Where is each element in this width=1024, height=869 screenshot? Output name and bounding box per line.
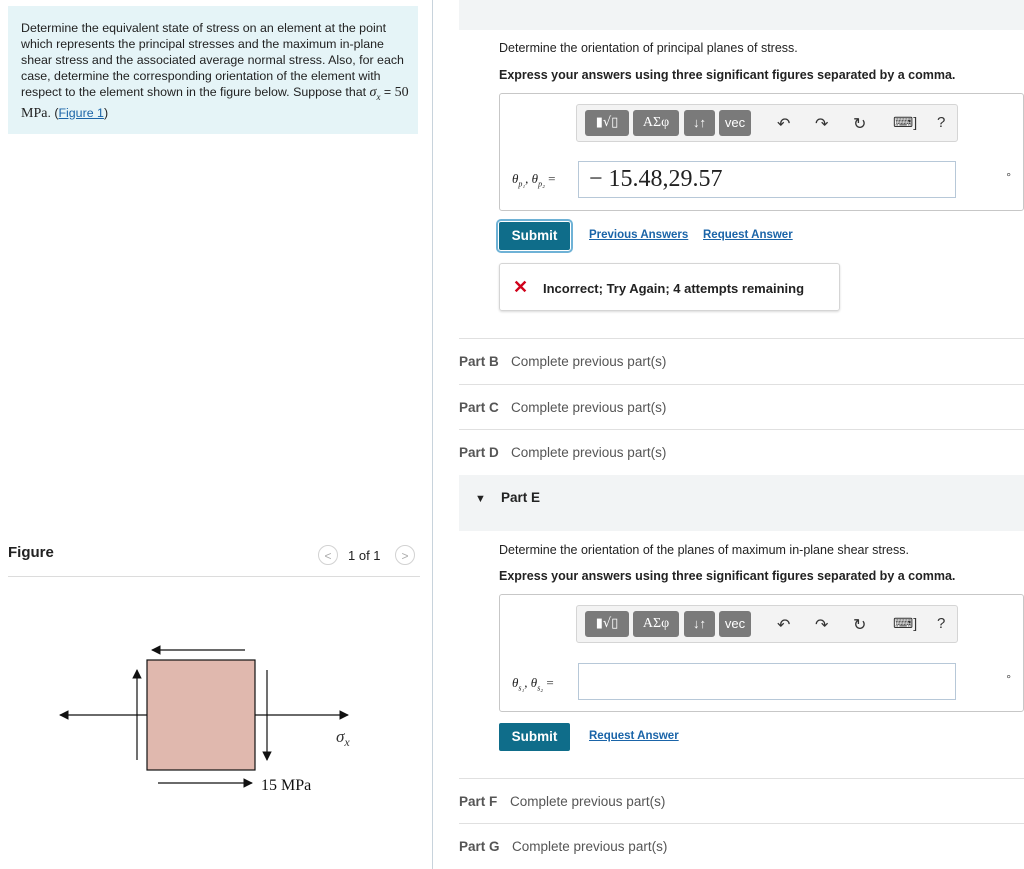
part-status: Complete previous part(s) <box>511 400 667 415</box>
arrows-button[interactable]: ↓↑ <box>684 110 715 136</box>
part-e-instruction: Express your answers using three significant figures separated by a comma. <box>499 569 956 583</box>
figure-pager: 1 of 1 <box>348 548 381 563</box>
arrows-button[interactable]: ↓↑ <box>684 611 715 637</box>
part-a-submit-button[interactable]: Submit <box>499 222 570 250</box>
redo-icon[interactable]: ↷ <box>815 617 829 634</box>
vec-button[interactable]: vec <box>719 611 751 637</box>
chevron-left-icon[interactable]: < <box>318 545 338 565</box>
help-icon[interactable]: ? <box>937 114 946 131</box>
part-label: Part C <box>459 400 499 415</box>
vec-button[interactable]: vec <box>719 110 751 136</box>
problem-sep: . ( <box>47 105 59 120</box>
part-status: Complete previous part(s) <box>511 445 667 460</box>
part-d-row[interactable] <box>459 429 1024 475</box>
part-a-header-band <box>459 0 1024 30</box>
part-e-request-answer-link[interactable]: Request Answer <box>589 730 679 742</box>
theta-symbol: θ <box>512 171 519 186</box>
x-icon: ✕ <box>513 277 529 297</box>
problem-eq: = <box>383 85 392 99</box>
redo-icon[interactable]: ↷ <box>815 116 829 133</box>
degree-unit: ° <box>1006 672 1011 686</box>
caret-down-icon: ▼ <box>475 493 486 505</box>
label-sub-2: p₂ <box>538 179 545 189</box>
greek-button[interactable]: ΑΣφ <box>633 611 679 637</box>
keyboard-icon[interactable]: ⌨] <box>893 615 918 631</box>
part-a-request-answer-link[interactable]: Request Answer <box>703 229 793 241</box>
part-e-answer-box <box>499 594 1024 712</box>
theta-symbol: θ <box>512 675 519 690</box>
part-e-answer-input[interactable] <box>578 663 956 700</box>
part-e-label: Part E <box>501 490 541 505</box>
problem-statement <box>8 6 418 134</box>
math-toolbar <box>576 104 958 142</box>
label-sub-1: p₁ <box>518 179 526 189</box>
right-pane <box>433 0 1024 869</box>
previous-answers-link[interactable]: Previous Answers <box>589 229 689 241</box>
greek-button[interactable]: ΑΣφ <box>633 110 679 136</box>
problem-value: 50 MPa <box>21 85 409 121</box>
part-label: Part F <box>459 794 498 809</box>
label-sep: , <box>524 675 531 690</box>
part-a-answer-box <box>499 93 1024 211</box>
stress-element-figure <box>0 590 432 820</box>
part-g-row[interactable] <box>459 823 1024 869</box>
figure-link[interactable]: Figure 1 <box>58 105 104 120</box>
part-label: Part G <box>459 839 500 854</box>
part-label: Part B <box>459 354 499 369</box>
part-e-prompt: Determine the orientation of the planes of maximum in-plane shear stress. <box>499 543 909 557</box>
part-status: Complete previous part(s) <box>511 354 667 369</box>
part-a-instruction: Express your answers using three significant figures separated by a comma. <box>499 68 956 82</box>
undo-icon[interactable]: ↶ <box>777 116 791 133</box>
theta-symbol-2: θ <box>530 675 538 690</box>
reset-icon[interactable]: ↻ <box>853 116 867 133</box>
chevron-right-icon[interactable]: > <box>395 545 415 565</box>
help-icon[interactable]: ? <box>937 615 946 632</box>
part-c-row[interactable] <box>459 384 1024 430</box>
label-sub-1: s₁ <box>518 683 525 693</box>
figure-title: Figure <box>8 544 54 561</box>
templates-button[interactable]: ▮√▯ <box>585 110 629 136</box>
label-sep: , <box>525 171 532 186</box>
part-e-header[interactable] <box>459 475 1024 531</box>
part-a-answer-input[interactable]: − 15.48,29.57 <box>578 161 956 198</box>
undo-icon[interactable]: ↶ <box>777 617 791 634</box>
feedback-message <box>499 263 840 311</box>
part-f-row[interactable] <box>459 778 1024 824</box>
part-status: Complete previous part(s) <box>510 794 666 809</box>
part-label: Part D <box>459 445 499 460</box>
label-sub-2: s₂ <box>537 683 544 693</box>
keyboard-icon[interactable]: ⌨] <box>893 114 918 130</box>
figure-header <box>8 542 420 577</box>
part-a-prompt: Determine the orientation of principal planes of stress. <box>499 41 798 55</box>
sigma-x-symbol: $\sigma_x$ <box>369 85 381 102</box>
math-toolbar <box>576 605 958 643</box>
part-status: Complete previous part(s) <box>512 839 668 854</box>
shear-label: 15 MPa <box>261 777 312 794</box>
theta-symbol-2: θ <box>531 171 539 186</box>
reset-icon[interactable]: ↻ <box>853 617 867 634</box>
sigma-x-label: $\sigma_x$ <box>336 727 350 749</box>
label-eq: = <box>544 171 556 186</box>
part-e-submit-button[interactable]: Submit <box>499 723 570 751</box>
feedback-text: Incorrect; Try Again; 4 attempts remaining <box>543 281 805 296</box>
part-e-answer-label <box>512 675 554 693</box>
left-pane <box>0 0 433 869</box>
degree-unit: ° <box>1006 170 1011 184</box>
part-b-row[interactable] <box>459 338 1024 384</box>
stress-element-square <box>147 660 255 770</box>
problem-close: ) <box>103 105 109 120</box>
part-a-answer-label <box>512 171 555 189</box>
templates-button[interactable]: ▮√▯ <box>585 611 629 637</box>
label-eq: = <box>543 675 554 690</box>
problem-text: Determine the equivalent state of stress on an element at the point which represents the principal stresses and the maximum in-plane shear stress and the associated average normal stress. Also, for each case, determine the corresponding orientation of the element with respect to the element shown in the figure below. Suppose that <box>21 21 404 99</box>
